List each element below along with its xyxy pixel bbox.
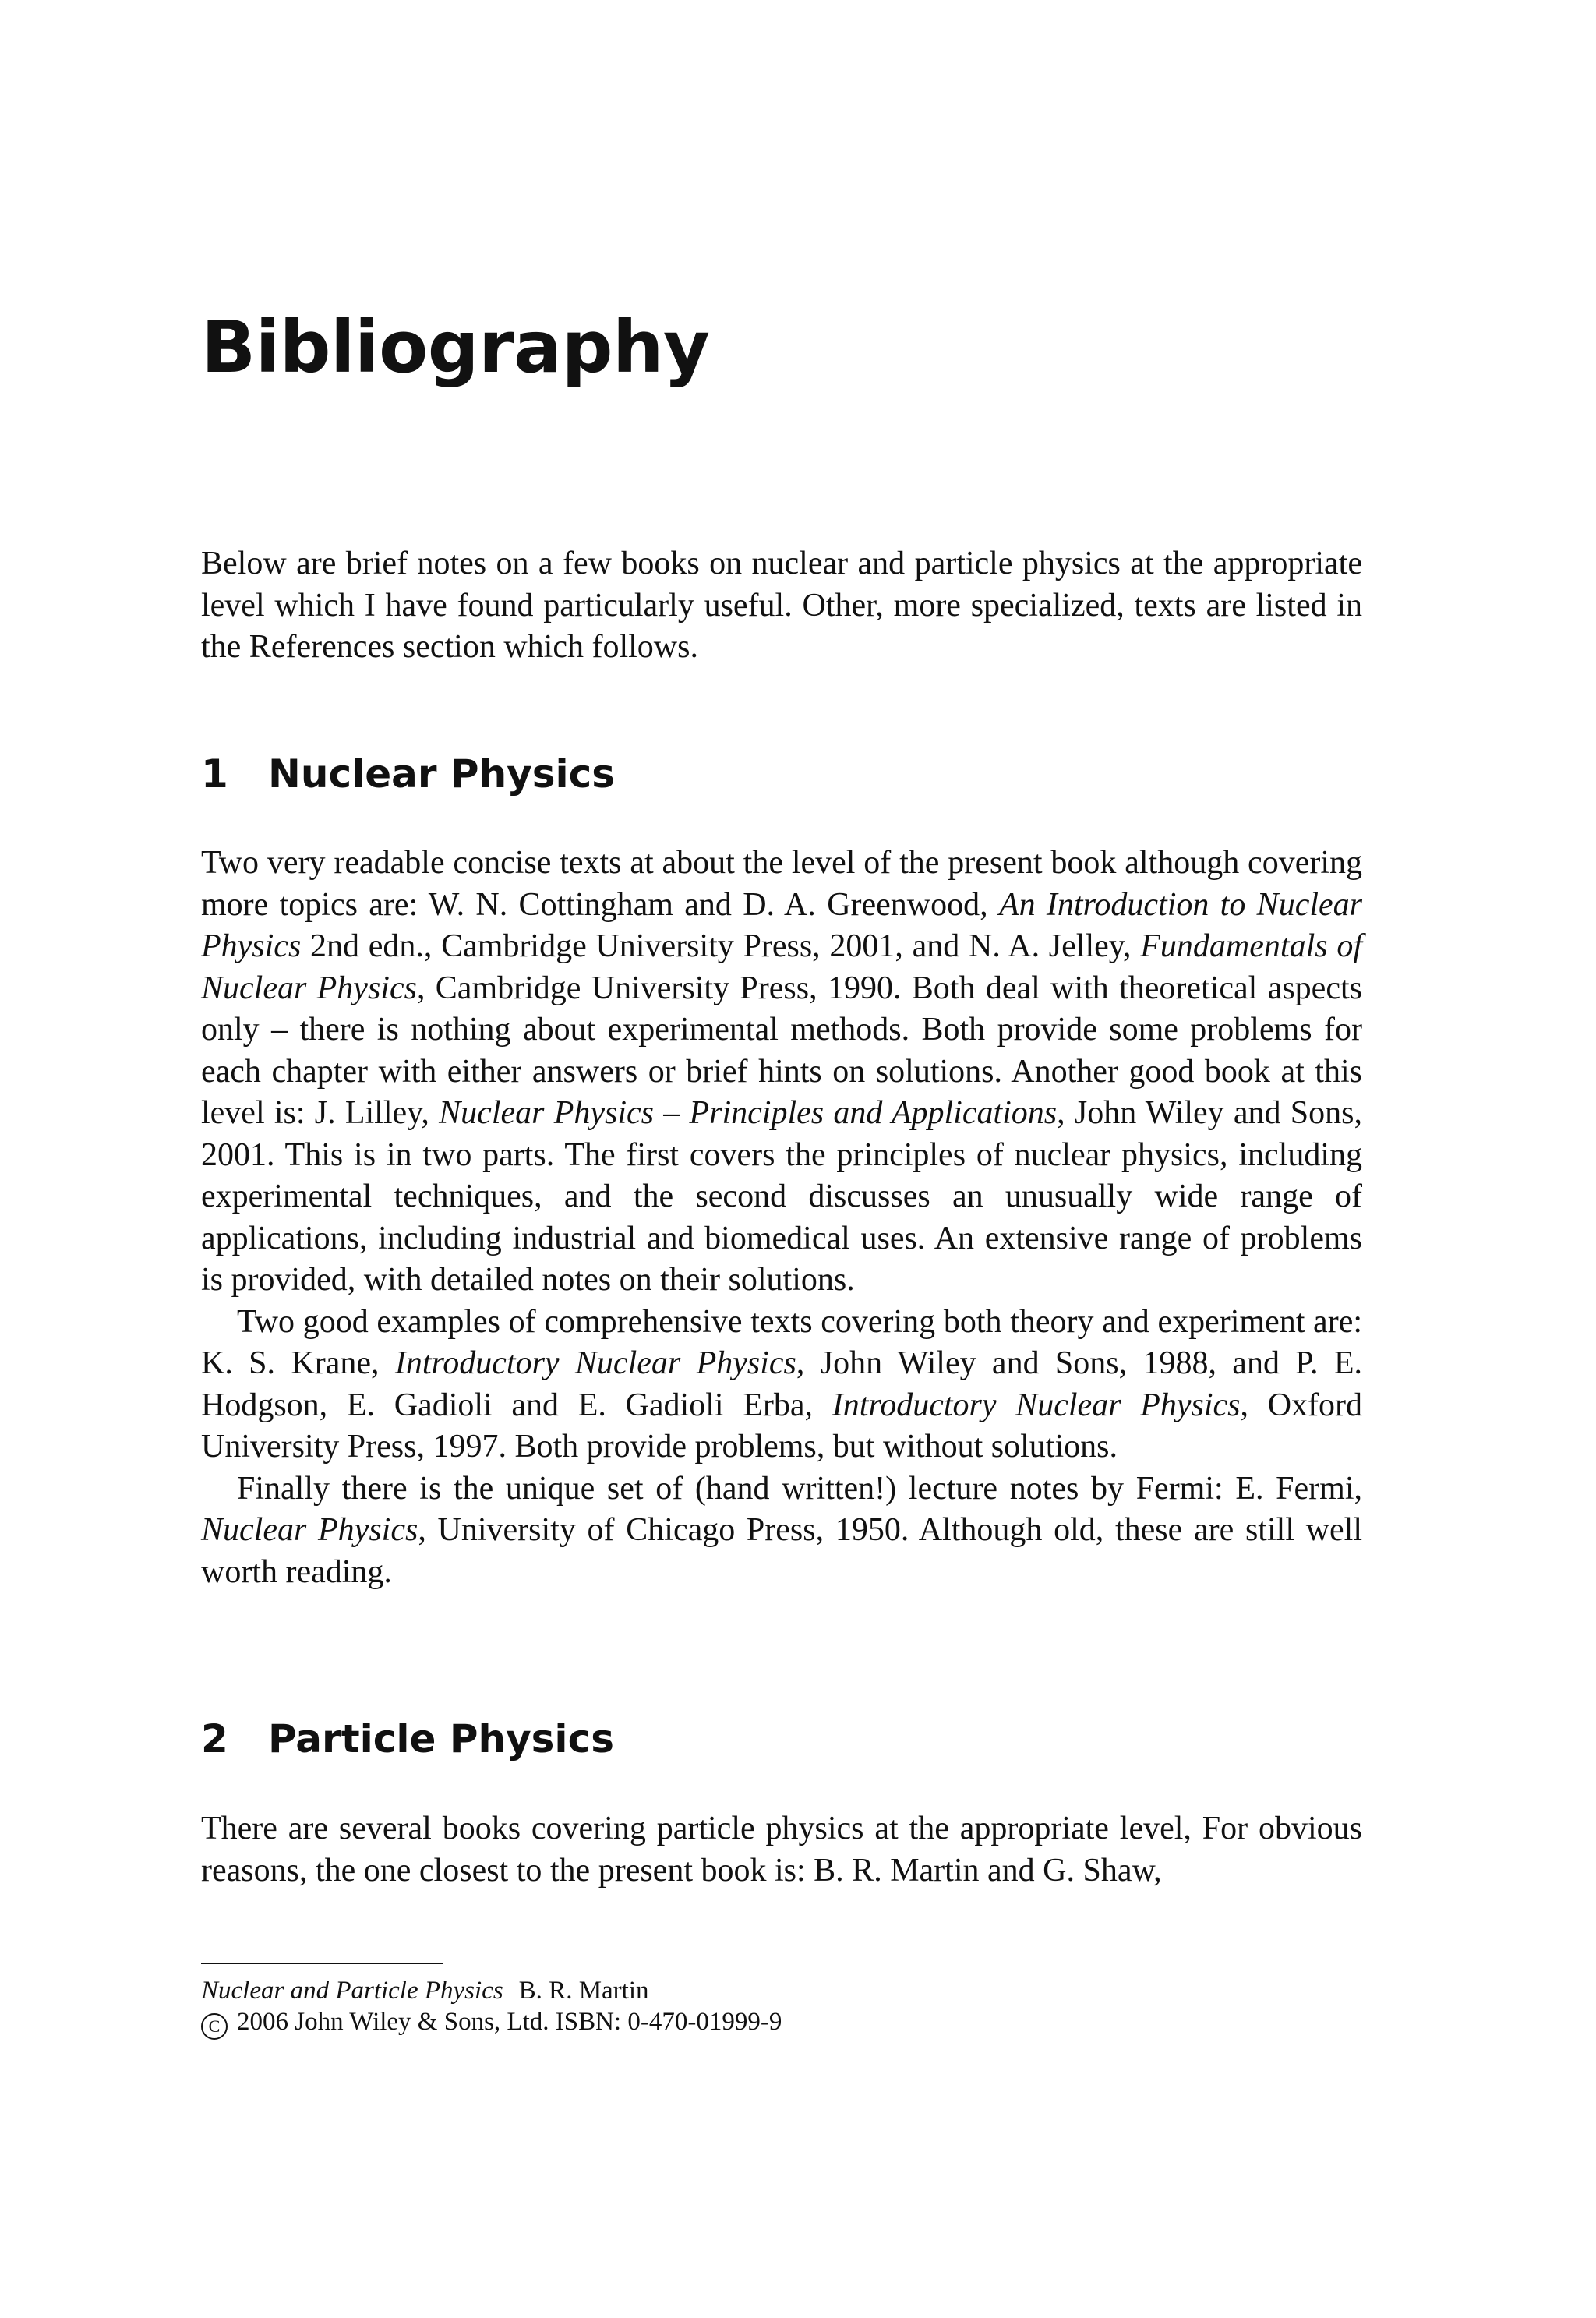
section-heading-nuclear-physics [201,751,616,797]
book-title: Introductory Nuclear Physics [394,1345,796,1381]
text-run: There are several books covering particle physics at the appropriate level, For obvious reasons, the one closest to the present book is: B. R. Martin and G. Shaw, [201,1811,1362,1889]
footer-book-title: Nuclear and Particle Physics [201,1977,503,2005]
chapter-title: Bibliography [201,306,710,389]
text-run: , University of Chicago Press, 1950. Although old, these are still well worth reading. [201,1512,1363,1590]
section-body-particle-physics [201,1808,1362,1892]
text-run: Finally there is the unique set of (hand written!) lecture notes by Fermi: E. Fermi, [237,1470,1362,1507]
book-title: An Introduction to Nuclear Physics [201,886,1362,964]
paragraph [201,843,1362,1302]
section-title: Particle Physics [268,1716,614,1761]
paragraph [201,1302,1362,1468]
text-run: 2nd edn., Cambridge University Press, 2001, and N. A. Jelley, [301,928,1141,964]
paragraph [201,1808,1362,1892]
intro-paragraph: Below are brief notes on a few books on nuclear and particle physics at the appropriate level which I have found particularly useful. Other, more specialized, texts are listed in the References section which follows. [201,546,1362,665]
text-run: , Cambridge University Press, 1990. Both deal with theoretical aspects only – there is nothing about experimental methods. Both provide some problems for each chapter with either answers or brief hints on solutions. Another good book at this level is: J. Lilley, [201,970,1362,1131]
footer-author: B. R. Martin [518,1977,649,2005]
book-title: Fundamentals of Nuclear Physics [201,928,1362,1006]
footer-line-book [201,1975,1362,2006]
section-title: Nuclear Physics [268,751,616,797]
section-body-nuclear-physics [201,843,1362,1593]
book-title: Introductory Nuclear Physics [832,1387,1241,1423]
footer-copyright-text: 2006 John Wiley & Sons, Ltd. ISBN: 0-470-01999-9 [237,2008,782,2036]
section-number: 2 [201,1716,228,1761]
footnote-rule [201,1963,443,1964]
text-run: Two very readable concise texts at about the level of the present book although covering more topics are: W. N. Cottingham and D. A. Greenwood, [201,845,1362,923]
text-run: Two good examples of comprehensive texts covering both theory and experiment are: K. S. Krane, [201,1303,1362,1381]
text-run: , John Wiley and Sons, 1988, and P. E. Hodgson, E. Gadioli and E. Gadioli Erba, [201,1345,1362,1423]
text-run: , John Wiley and Sons, 2001. This is in two parts. The first covers the principles of nuclear physics, including experimental techniques, and the second discusses an unusually wide range of applications, including industrial and biomedical uses. An extensive range of problems is provided, with detailed notes on their solutions. [201,1095,1362,1298]
footer-line-copyright [201,2006,1362,2040]
section-heading-particle-physics [201,1716,614,1761]
copyright-icon: C [201,2013,228,2040]
book-title: Nuclear Physics [201,1512,418,1548]
text-run: , Oxford University Press, 1997. Both provide problems, but without solutions. [201,1387,1362,1465]
paragraph [201,1468,1362,1594]
copyright-footer [201,1975,1362,2040]
book-title: Nuclear Physics – Principles and Applications [439,1095,1058,1131]
section-number: 1 [201,751,228,797]
